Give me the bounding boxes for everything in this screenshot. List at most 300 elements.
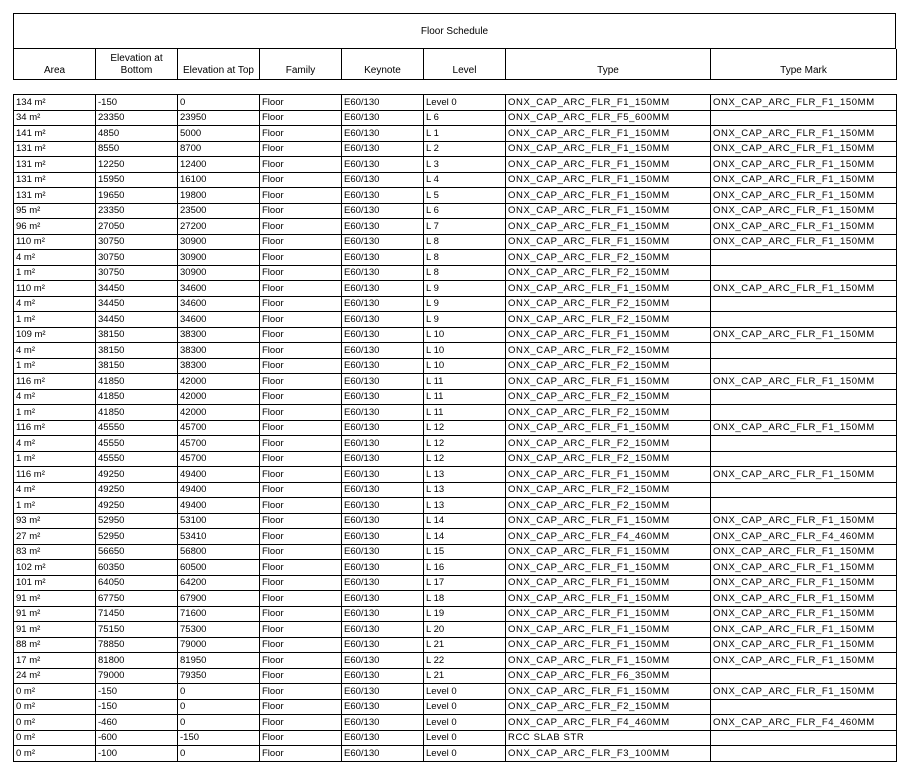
elevation-top-cell[interactable]: 71600 bbox=[178, 606, 260, 622]
area-cell[interactable]: 131 m² bbox=[14, 157, 96, 173]
type-cell[interactable]: ONX_CAP_ARC_FLR_F4_460MM bbox=[506, 715, 711, 731]
area-cell[interactable]: 101 m² bbox=[14, 575, 96, 591]
level-cell[interactable]: Level 0 bbox=[424, 730, 506, 746]
family-cell[interactable]: Floor bbox=[260, 436, 342, 452]
table-row[interactable] bbox=[14, 513, 897, 529]
keynote-cell[interactable]: E60/130 bbox=[342, 157, 424, 173]
elevation-top-cell[interactable]: 34600 bbox=[178, 312, 260, 328]
type-mark-cell[interactable] bbox=[711, 730, 897, 746]
type-cell[interactable]: ONX_CAP_ARC_FLR_F1_150MM bbox=[506, 544, 711, 560]
table-row[interactable] bbox=[14, 622, 897, 638]
type-cell[interactable]: ONX_CAP_ARC_FLR_F2_150MM bbox=[506, 250, 711, 266]
table-row[interactable] bbox=[14, 389, 897, 405]
type-cell[interactable]: ONX_CAP_ARC_FLR_F2_150MM bbox=[506, 498, 711, 514]
elevation-bottom-cell[interactable]: 60350 bbox=[96, 560, 178, 576]
area-cell[interactable]: 4 m² bbox=[14, 296, 96, 312]
keynote-cell[interactable]: E60/130 bbox=[342, 188, 424, 204]
type-mark-cell[interactable]: ONX_CAP_ARC_FLR_F1_150MM bbox=[711, 157, 897, 173]
type-mark-cell[interactable] bbox=[711, 405, 897, 421]
area-cell[interactable]: 4 m² bbox=[14, 250, 96, 266]
elevation-bottom-cell[interactable]: 34450 bbox=[96, 281, 178, 297]
elevation-top-cell[interactable]: 0 bbox=[178, 95, 260, 111]
level-cell[interactable]: L 20 bbox=[424, 622, 506, 638]
type-cell[interactable]: ONX_CAP_ARC_FLR_F2_150MM bbox=[506, 436, 711, 452]
type-cell[interactable]: ONX_CAP_ARC_FLR_F1_150MM bbox=[506, 684, 711, 700]
table-row[interactable] bbox=[14, 467, 897, 483]
type-cell[interactable]: ONX_CAP_ARC_FLR_F1_150MM bbox=[506, 513, 711, 529]
level-cell[interactable]: L 8 bbox=[424, 234, 506, 250]
level-cell[interactable]: L 12 bbox=[424, 436, 506, 452]
keynote-cell[interactable]: E60/130 bbox=[342, 436, 424, 452]
elevation-top-cell[interactable]: 56800 bbox=[178, 544, 260, 560]
table-row[interactable] bbox=[14, 699, 897, 715]
elevation-top-cell[interactable]: -150 bbox=[178, 730, 260, 746]
elevation-bottom-cell[interactable]: 4850 bbox=[96, 126, 178, 142]
elevation-bottom-cell[interactable]: 38150 bbox=[96, 343, 178, 359]
area-cell[interactable]: 110 m² bbox=[14, 281, 96, 297]
table-row[interactable] bbox=[14, 560, 897, 576]
table-row[interactable] bbox=[14, 575, 897, 591]
keynote-cell[interactable]: E60/130 bbox=[342, 699, 424, 715]
elevation-bottom-cell[interactable]: 12250 bbox=[96, 157, 178, 173]
type-cell[interactable]: ONX_CAP_ARC_FLR_F1_150MM bbox=[506, 95, 711, 111]
family-cell[interactable]: Floor bbox=[260, 281, 342, 297]
type-mark-cell[interactable]: ONX_CAP_ARC_FLR_F1_150MM bbox=[711, 467, 897, 483]
area-cell[interactable]: 131 m² bbox=[14, 188, 96, 204]
family-cell[interactable]: Floor bbox=[260, 250, 342, 266]
level-cell[interactable]: L 8 bbox=[424, 250, 506, 266]
type-cell[interactable]: ONX_CAP_ARC_FLR_F1_150MM bbox=[506, 575, 711, 591]
type-cell[interactable]: ONX_CAP_ARC_FLR_F4_460MM bbox=[506, 529, 711, 545]
type-mark-cell[interactable] bbox=[711, 110, 897, 126]
elevation-bottom-cell[interactable]: 27050 bbox=[96, 219, 178, 235]
type-cell[interactable]: ONX_CAP_ARC_FLR_F1_150MM bbox=[506, 234, 711, 250]
level-cell[interactable]: L 3 bbox=[424, 157, 506, 173]
elevation-top-cell[interactable]: 38300 bbox=[178, 327, 260, 343]
family-cell[interactable]: Floor bbox=[260, 498, 342, 514]
type-mark-cell[interactable] bbox=[711, 436, 897, 452]
type-mark-cell[interactable]: ONX_CAP_ARC_FLR_F1_150MM bbox=[711, 622, 897, 638]
type-cell[interactable]: ONX_CAP_ARC_FLR_F1_150MM bbox=[506, 374, 711, 390]
keynote-cell[interactable]: E60/130 bbox=[342, 498, 424, 514]
table-row[interactable] bbox=[14, 219, 897, 235]
elevation-top-cell[interactable]: 23500 bbox=[178, 203, 260, 219]
elevation-bottom-cell[interactable]: 41850 bbox=[96, 374, 178, 390]
level-cell[interactable]: L 22 bbox=[424, 653, 506, 669]
table-row[interactable] bbox=[14, 141, 897, 157]
family-cell[interactable]: Floor bbox=[260, 188, 342, 204]
elevation-top-cell[interactable]: 30900 bbox=[178, 234, 260, 250]
type-mark-cell[interactable] bbox=[711, 358, 897, 374]
elevation-bottom-cell[interactable]: 52950 bbox=[96, 529, 178, 545]
area-cell[interactable]: 1 m² bbox=[14, 498, 96, 514]
type-cell[interactable]: ONX_CAP_ARC_FLR_F1_150MM bbox=[506, 141, 711, 157]
area-cell[interactable]: 134 m² bbox=[14, 95, 96, 111]
type-mark-cell[interactable] bbox=[711, 296, 897, 312]
table-row[interactable] bbox=[14, 544, 897, 560]
elevation-top-cell[interactable]: 81950 bbox=[178, 653, 260, 669]
table-row[interactable] bbox=[14, 420, 897, 436]
table-row[interactable] bbox=[14, 451, 897, 467]
family-cell[interactable]: Floor bbox=[260, 529, 342, 545]
elevation-bottom-cell[interactable]: 79000 bbox=[96, 668, 178, 684]
area-cell[interactable]: 4 m² bbox=[14, 482, 96, 498]
area-cell[interactable]: 131 m² bbox=[14, 172, 96, 188]
family-cell[interactable]: Floor bbox=[260, 513, 342, 529]
type-cell[interactable]: ONX_CAP_ARC_FLR_F1_150MM bbox=[506, 420, 711, 436]
elevation-top-cell[interactable]: 42000 bbox=[178, 374, 260, 390]
family-cell[interactable]: Floor bbox=[260, 684, 342, 700]
elevation-bottom-cell[interactable]: 30750 bbox=[96, 265, 178, 281]
elevation-bottom-cell[interactable]: 41850 bbox=[96, 405, 178, 421]
family-cell[interactable]: Floor bbox=[260, 420, 342, 436]
type-mark-cell[interactable]: ONX_CAP_ARC_FLR_F1_150MM bbox=[711, 281, 897, 297]
type-cell[interactable]: ONX_CAP_ARC_FLR_F2_150MM bbox=[506, 699, 711, 715]
level-cell[interactable]: L 5 bbox=[424, 188, 506, 204]
elevation-top-cell[interactable]: 8700 bbox=[178, 141, 260, 157]
table-row[interactable] bbox=[14, 157, 897, 173]
column-header-type-mark[interactable]: Type Mark bbox=[711, 49, 897, 80]
keynote-cell[interactable]: E60/130 bbox=[342, 591, 424, 607]
type-mark-cell[interactable] bbox=[711, 265, 897, 281]
elevation-top-cell[interactable]: 23950 bbox=[178, 110, 260, 126]
area-cell[interactable]: 0 m² bbox=[14, 715, 96, 731]
type-mark-cell[interactable]: ONX_CAP_ARC_FLR_F1_150MM bbox=[711, 544, 897, 560]
elevation-bottom-cell[interactable]: 71450 bbox=[96, 606, 178, 622]
level-cell[interactable]: L 18 bbox=[424, 591, 506, 607]
type-cell[interactable]: ONX_CAP_ARC_FLR_F2_150MM bbox=[506, 482, 711, 498]
level-cell[interactable]: L 14 bbox=[424, 513, 506, 529]
keynote-cell[interactable]: E60/130 bbox=[342, 405, 424, 421]
family-cell[interactable]: Floor bbox=[260, 374, 342, 390]
keynote-cell[interactable]: E60/130 bbox=[342, 482, 424, 498]
column-header-level[interactable]: Level bbox=[424, 49, 506, 80]
table-row[interactable] bbox=[14, 498, 897, 514]
keynote-cell[interactable]: E60/130 bbox=[342, 653, 424, 669]
elevation-top-cell[interactable]: 0 bbox=[178, 699, 260, 715]
elevation-bottom-cell[interactable]: -100 bbox=[96, 746, 178, 762]
elevation-top-cell[interactable]: 34600 bbox=[178, 296, 260, 312]
type-cell[interactable]: ONX_CAP_ARC_FLR_F2_150MM bbox=[506, 358, 711, 374]
elevation-bottom-cell[interactable]: 49250 bbox=[96, 498, 178, 514]
keynote-cell[interactable]: E60/130 bbox=[342, 451, 424, 467]
type-cell[interactable]: ONX_CAP_ARC_FLR_F2_150MM bbox=[506, 312, 711, 328]
column-header-area[interactable]: Area bbox=[14, 49, 96, 80]
table-row[interactable] bbox=[14, 606, 897, 622]
area-cell[interactable]: 109 m² bbox=[14, 327, 96, 343]
level-cell[interactable]: L 13 bbox=[424, 482, 506, 498]
type-mark-cell[interactable]: ONX_CAP_ARC_FLR_F1_150MM bbox=[711, 327, 897, 343]
level-cell[interactable]: Level 0 bbox=[424, 699, 506, 715]
keynote-cell[interactable]: E60/130 bbox=[342, 203, 424, 219]
area-cell[interactable]: 91 m² bbox=[14, 591, 96, 607]
type-cell[interactable]: ONX_CAP_ARC_FLR_F1_150MM bbox=[506, 281, 711, 297]
level-cell[interactable]: L 11 bbox=[424, 389, 506, 405]
level-cell[interactable]: L 12 bbox=[424, 420, 506, 436]
level-cell[interactable]: L 4 bbox=[424, 172, 506, 188]
keynote-cell[interactable]: E60/130 bbox=[342, 560, 424, 576]
column-header-elevation-top[interactable]: Elevation at Top bbox=[178, 49, 260, 80]
keynote-cell[interactable]: E60/130 bbox=[342, 513, 424, 529]
keynote-cell[interactable]: E60/130 bbox=[342, 281, 424, 297]
area-cell[interactable]: 83 m² bbox=[14, 544, 96, 560]
family-cell[interactable]: Floor bbox=[260, 389, 342, 405]
type-cell[interactable]: ONX_CAP_ARC_FLR_F1_150MM bbox=[506, 219, 711, 235]
area-cell[interactable]: 0 m² bbox=[14, 746, 96, 762]
family-cell[interactable]: Floor bbox=[260, 95, 342, 111]
elevation-top-cell[interactable]: 19800 bbox=[178, 188, 260, 204]
type-cell[interactable]: ONX_CAP_ARC_FLR_F1_150MM bbox=[506, 591, 711, 607]
level-cell[interactable]: L 21 bbox=[424, 668, 506, 684]
column-header-elevation-bottom[interactable]: Elevation at Bottom bbox=[96, 49, 178, 80]
family-cell[interactable]: Floor bbox=[260, 296, 342, 312]
type-mark-cell[interactable]: ONX_CAP_ARC_FLR_F4_460MM bbox=[711, 529, 897, 545]
keynote-cell[interactable]: E60/130 bbox=[342, 575, 424, 591]
elevation-bottom-cell[interactable]: 23350 bbox=[96, 110, 178, 126]
level-cell[interactable]: L 7 bbox=[424, 219, 506, 235]
elevation-top-cell[interactable]: 30900 bbox=[178, 250, 260, 266]
keynote-cell[interactable]: E60/130 bbox=[342, 327, 424, 343]
table-row[interactable] bbox=[14, 591, 897, 607]
area-cell[interactable]: 0 m² bbox=[14, 684, 96, 700]
area-cell[interactable]: 0 m² bbox=[14, 730, 96, 746]
elevation-top-cell[interactable]: 49400 bbox=[178, 482, 260, 498]
table-row[interactable] bbox=[14, 405, 897, 421]
level-cell[interactable]: Level 0 bbox=[424, 746, 506, 762]
type-cell[interactable]: ONX_CAP_ARC_FLR_F1_150MM bbox=[506, 327, 711, 343]
type-cell[interactable]: ONX_CAP_ARC_FLR_F1_150MM bbox=[506, 560, 711, 576]
family-cell[interactable]: Floor bbox=[260, 141, 342, 157]
elevation-top-cell[interactable]: 38300 bbox=[178, 358, 260, 374]
keynote-cell[interactable]: E60/130 bbox=[342, 296, 424, 312]
type-mark-cell[interactable]: ONX_CAP_ARC_FLR_F1_150MM bbox=[711, 188, 897, 204]
table-row[interactable] bbox=[14, 312, 897, 328]
level-cell[interactable]: L 9 bbox=[424, 312, 506, 328]
keynote-cell[interactable]: E60/130 bbox=[342, 637, 424, 653]
level-cell[interactable]: L 13 bbox=[424, 467, 506, 483]
elevation-bottom-cell[interactable]: -600 bbox=[96, 730, 178, 746]
type-mark-cell[interactable]: ONX_CAP_ARC_FLR_F1_150MM bbox=[711, 513, 897, 529]
elevation-bottom-cell[interactable]: 78850 bbox=[96, 637, 178, 653]
elevation-bottom-cell[interactable]: 52950 bbox=[96, 513, 178, 529]
table-row[interactable] bbox=[14, 668, 897, 684]
type-mark-cell[interactable] bbox=[711, 343, 897, 359]
type-cell[interactable]: ONX_CAP_ARC_FLR_F1_150MM bbox=[506, 637, 711, 653]
level-cell[interactable]: L 6 bbox=[424, 110, 506, 126]
table-row[interactable] bbox=[14, 234, 897, 250]
family-cell[interactable]: Floor bbox=[260, 637, 342, 653]
table-row[interactable] bbox=[14, 281, 897, 297]
family-cell[interactable]: Floor bbox=[260, 746, 342, 762]
keynote-cell[interactable]: E60/130 bbox=[342, 110, 424, 126]
keynote-cell[interactable]: E60/130 bbox=[342, 668, 424, 684]
level-cell[interactable]: L 9 bbox=[424, 281, 506, 297]
table-row[interactable] bbox=[14, 482, 897, 498]
family-cell[interactable]: Floor bbox=[260, 730, 342, 746]
elevation-top-cell[interactable]: 12400 bbox=[178, 157, 260, 173]
elevation-top-cell[interactable]: 79350 bbox=[178, 668, 260, 684]
area-cell[interactable]: 0 m² bbox=[14, 699, 96, 715]
keynote-cell[interactable]: E60/130 bbox=[342, 358, 424, 374]
table-row[interactable] bbox=[14, 358, 897, 374]
type-cell[interactable]: ONX_CAP_ARC_FLR_F1_150MM bbox=[506, 467, 711, 483]
elevation-bottom-cell[interactable]: 19650 bbox=[96, 188, 178, 204]
family-cell[interactable]: Floor bbox=[260, 451, 342, 467]
keynote-cell[interactable]: E60/130 bbox=[342, 95, 424, 111]
family-cell[interactable]: Floor bbox=[260, 560, 342, 576]
level-cell[interactable]: L 10 bbox=[424, 358, 506, 374]
elevation-bottom-cell[interactable]: -150 bbox=[96, 684, 178, 700]
level-cell[interactable]: L 8 bbox=[424, 265, 506, 281]
family-cell[interactable]: Floor bbox=[260, 622, 342, 638]
area-cell[interactable]: 116 m² bbox=[14, 374, 96, 390]
table-row[interactable] bbox=[14, 374, 897, 390]
type-mark-cell[interactable]: ONX_CAP_ARC_FLR_F1_150MM bbox=[711, 203, 897, 219]
keynote-cell[interactable]: E60/130 bbox=[342, 265, 424, 281]
family-cell[interactable]: Floor bbox=[260, 172, 342, 188]
keynote-cell[interactable]: E60/130 bbox=[342, 622, 424, 638]
type-mark-cell[interactable]: ONX_CAP_ARC_FLR_F1_150MM bbox=[711, 219, 897, 235]
area-cell[interactable]: 116 m² bbox=[14, 467, 96, 483]
elevation-bottom-cell[interactable]: 75150 bbox=[96, 622, 178, 638]
family-cell[interactable]: Floor bbox=[260, 606, 342, 622]
type-mark-cell[interactable] bbox=[711, 668, 897, 684]
keynote-cell[interactable]: E60/130 bbox=[342, 312, 424, 328]
type-cell[interactable]: ONX_CAP_ARC_FLR_F1_150MM bbox=[506, 653, 711, 669]
area-cell[interactable]: 34 m² bbox=[14, 110, 96, 126]
family-cell[interactable]: Floor bbox=[260, 312, 342, 328]
table-row[interactable] bbox=[14, 327, 897, 343]
table-row[interactable] bbox=[14, 730, 897, 746]
level-cell[interactable]: L 21 bbox=[424, 637, 506, 653]
keynote-cell[interactable]: E60/130 bbox=[342, 529, 424, 545]
level-cell[interactable]: L 13 bbox=[424, 498, 506, 514]
elevation-bottom-cell[interactable]: 67750 bbox=[96, 591, 178, 607]
elevation-top-cell[interactable]: 34600 bbox=[178, 281, 260, 297]
level-cell[interactable]: L 15 bbox=[424, 544, 506, 560]
area-cell[interactable]: 4 m² bbox=[14, 389, 96, 405]
area-cell[interactable]: 110 m² bbox=[14, 234, 96, 250]
column-header-family[interactable]: Family bbox=[260, 49, 342, 80]
elevation-bottom-cell[interactable]: 45550 bbox=[96, 436, 178, 452]
elevation-bottom-cell[interactable]: 34450 bbox=[96, 312, 178, 328]
type-mark-cell[interactable] bbox=[711, 451, 897, 467]
type-cell[interactable]: ONX_CAP_ARC_FLR_F3_100MM bbox=[506, 746, 711, 762]
type-mark-cell[interactable] bbox=[711, 250, 897, 266]
level-cell[interactable]: L 6 bbox=[424, 203, 506, 219]
level-cell[interactable]: L 17 bbox=[424, 575, 506, 591]
keynote-cell[interactable]: E60/130 bbox=[342, 715, 424, 731]
level-cell[interactable]: Level 0 bbox=[424, 715, 506, 731]
level-cell[interactable]: L 2 bbox=[424, 141, 506, 157]
elevation-top-cell[interactable]: 0 bbox=[178, 684, 260, 700]
elevation-bottom-cell[interactable]: -460 bbox=[96, 715, 178, 731]
type-mark-cell[interactable]: ONX_CAP_ARC_FLR_F1_150MM bbox=[711, 684, 897, 700]
elevation-top-cell[interactable]: 67900 bbox=[178, 591, 260, 607]
level-cell[interactable]: L 9 bbox=[424, 296, 506, 312]
keynote-cell[interactable]: E60/130 bbox=[342, 374, 424, 390]
table-row[interactable] bbox=[14, 653, 897, 669]
level-cell[interactable]: L 16 bbox=[424, 560, 506, 576]
area-cell[interactable]: 4 m² bbox=[14, 436, 96, 452]
family-cell[interactable]: Floor bbox=[260, 343, 342, 359]
table-row[interactable] bbox=[14, 684, 897, 700]
area-cell[interactable]: 17 m² bbox=[14, 653, 96, 669]
area-cell[interactable]: 116 m² bbox=[14, 420, 96, 436]
type-mark-cell[interactable] bbox=[711, 312, 897, 328]
type-mark-cell[interactable]: ONX_CAP_ARC_FLR_F1_150MM bbox=[711, 591, 897, 607]
type-mark-cell[interactable] bbox=[711, 699, 897, 715]
type-mark-cell[interactable] bbox=[711, 389, 897, 405]
type-cell[interactable]: ONX_CAP_ARC_FLR_F1_150MM bbox=[506, 188, 711, 204]
family-cell[interactable]: Floor bbox=[260, 203, 342, 219]
family-cell[interactable]: Floor bbox=[260, 591, 342, 607]
family-cell[interactable]: Floor bbox=[260, 219, 342, 235]
elevation-bottom-cell[interactable]: 38150 bbox=[96, 327, 178, 343]
keynote-cell[interactable]: E60/130 bbox=[342, 730, 424, 746]
elevation-bottom-cell[interactable]: 23350 bbox=[96, 203, 178, 219]
area-cell[interactable]: 95 m² bbox=[14, 203, 96, 219]
elevation-bottom-cell[interactable]: 49250 bbox=[96, 482, 178, 498]
table-row[interactable] bbox=[14, 110, 897, 126]
family-cell[interactable]: Floor bbox=[260, 110, 342, 126]
area-cell[interactable]: 93 m² bbox=[14, 513, 96, 529]
type-cell[interactable]: ONX_CAP_ARC_FLR_F2_150MM bbox=[506, 296, 711, 312]
area-cell[interactable]: 102 m² bbox=[14, 560, 96, 576]
area-cell[interactable]: 27 m² bbox=[14, 529, 96, 545]
elevation-top-cell[interactable]: 0 bbox=[178, 746, 260, 762]
elevation-bottom-cell[interactable]: -150 bbox=[96, 95, 178, 111]
level-cell[interactable]: L 10 bbox=[424, 343, 506, 359]
area-cell[interactable]: 4 m² bbox=[14, 343, 96, 359]
elevation-top-cell[interactable]: 49400 bbox=[178, 467, 260, 483]
type-cell[interactable]: RCC SLAB STR bbox=[506, 730, 711, 746]
elevation-top-cell[interactable]: 42000 bbox=[178, 405, 260, 421]
area-cell[interactable]: 96 m² bbox=[14, 219, 96, 235]
area-cell[interactable]: 88 m² bbox=[14, 637, 96, 653]
area-cell[interactable]: 24 m² bbox=[14, 668, 96, 684]
keynote-cell[interactable]: E60/130 bbox=[342, 746, 424, 762]
table-row[interactable] bbox=[14, 203, 897, 219]
table-row[interactable] bbox=[14, 188, 897, 204]
keynote-cell[interactable]: E60/130 bbox=[342, 141, 424, 157]
type-mark-cell[interactable]: ONX_CAP_ARC_FLR_F1_150MM bbox=[711, 606, 897, 622]
keynote-cell[interactable]: E60/130 bbox=[342, 420, 424, 436]
type-cell[interactable]: ONX_CAP_ARC_FLR_F1_150MM bbox=[506, 126, 711, 142]
table-row[interactable] bbox=[14, 172, 897, 188]
family-cell[interactable]: Floor bbox=[260, 482, 342, 498]
type-mark-cell[interactable]: ONX_CAP_ARC_FLR_F1_150MM bbox=[711, 172, 897, 188]
elevation-top-cell[interactable]: 27200 bbox=[178, 219, 260, 235]
elevation-bottom-cell[interactable]: 45550 bbox=[96, 420, 178, 436]
type-cell[interactable]: ONX_CAP_ARC_FLR_F1_150MM bbox=[506, 203, 711, 219]
area-cell[interactable]: 1 m² bbox=[14, 451, 96, 467]
family-cell[interactable]: Floor bbox=[260, 715, 342, 731]
level-cell[interactable]: Level 0 bbox=[424, 684, 506, 700]
family-cell[interactable]: Floor bbox=[260, 467, 342, 483]
level-cell[interactable]: L 19 bbox=[424, 606, 506, 622]
family-cell[interactable]: Floor bbox=[260, 653, 342, 669]
type-mark-cell[interactable] bbox=[711, 746, 897, 762]
elevation-bottom-cell[interactable]: 81800 bbox=[96, 653, 178, 669]
elevation-top-cell[interactable]: 53410 bbox=[178, 529, 260, 545]
elevation-bottom-cell[interactable]: 15950 bbox=[96, 172, 178, 188]
elevation-top-cell[interactable]: 5000 bbox=[178, 126, 260, 142]
type-cell[interactable]: ONX_CAP_ARC_FLR_F2_150MM bbox=[506, 343, 711, 359]
family-cell[interactable]: Floor bbox=[260, 358, 342, 374]
keynote-cell[interactable]: E60/130 bbox=[342, 389, 424, 405]
elevation-top-cell[interactable]: 42000 bbox=[178, 389, 260, 405]
